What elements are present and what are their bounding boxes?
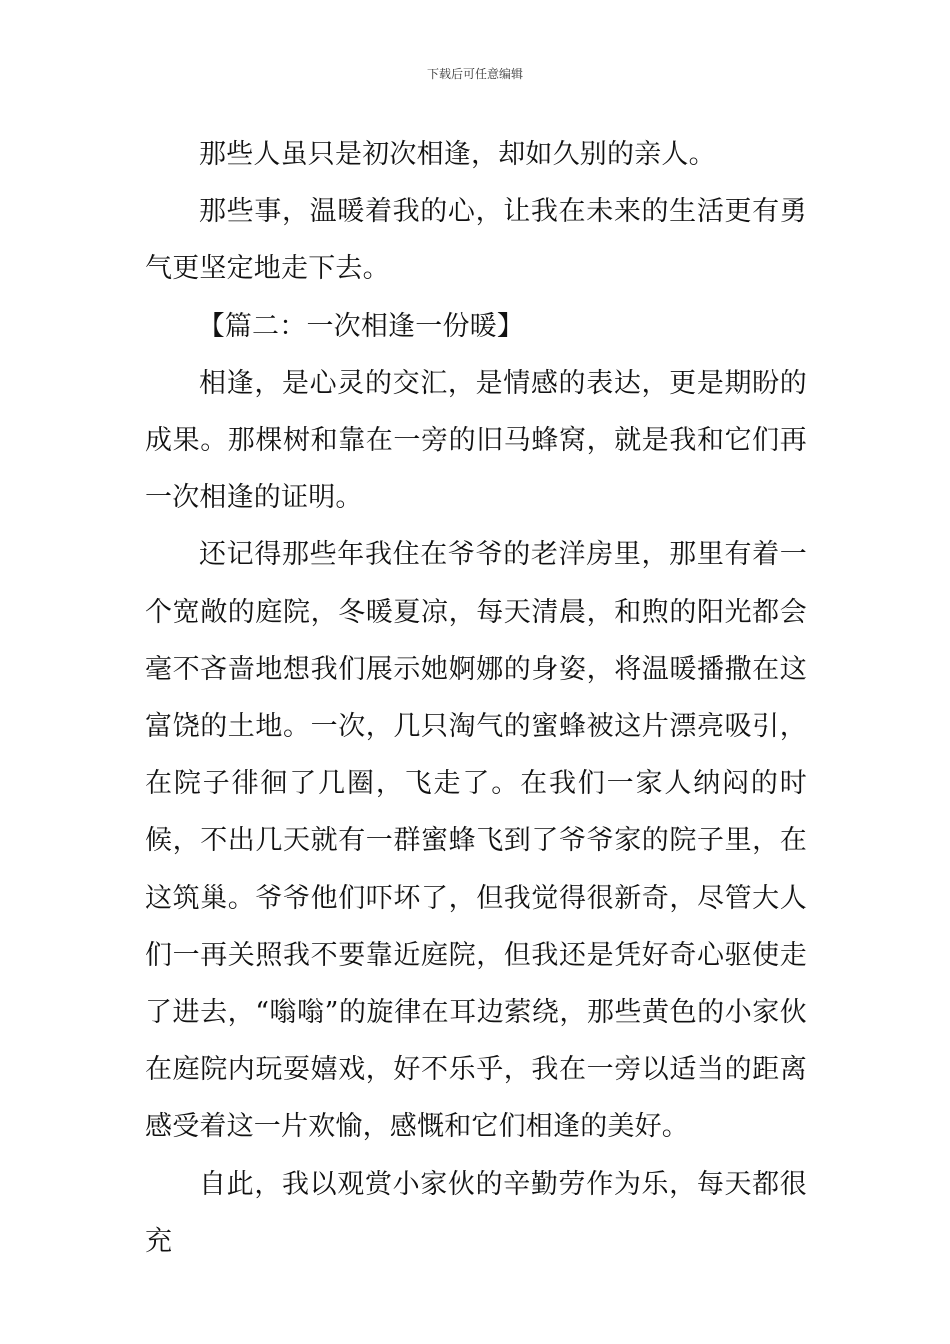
document-body [145,126,807,1270]
paragraph-5: 自此，我以观赏小家伙的辛勤劳作为乐，每天都很充 [145,1168,807,1257]
page-header: 下载后可任意编辑 [426,67,523,81]
paragraph-3: 相逢，是心灵的交汇，是情感的表达，更是期盼的成果。那棵树和靠在一旁的旧马蜂窝，就是我和它们再一次相逢的证明。 [145,367,807,514]
paragraph-4: 还记得那些年我住在爷爷的老洋房里，那里有着一个宽敞的庭院，冬暖夏凉，每天清晨，和煦的阳光都会毫不吝啬地想我们展示她婀娜的身姿，将温暖播撒在这富饶的土地。一次，几只淘气的蜜蜂被这片漂亮吸引，在院子徘徊了几圈，飞走了。在我们一家人纳闷的时候，不出几天就有一群蜜蜂飞到了爷爷家的院子里，在这筑巢。爷爷他们吓坏了，但我觉得很新奇，尽管大人们一再关照我不要靠近庭院，但我还是凭好奇心驱使走了进去，“嗡嗡”的旋律在耳边萦绕，那些黄色的小家伙在庭院内玩耍嬉戏，好不乐乎，我在一旁以适当的距离感受着这一片欢愉，感慨和它们相逢的美好。 [145,539,807,1143]
paragraph-1: 那些人虽只是初次相逢，却如久别的亲人。 [199,139,716,170]
paragraph-2: 那些事，温暖着我的心，让我在未来的生活更有勇气更坚定地走下去。 [145,196,807,285]
section-heading: 【篇二：一次相逢一份暖】 [197,310,525,342]
